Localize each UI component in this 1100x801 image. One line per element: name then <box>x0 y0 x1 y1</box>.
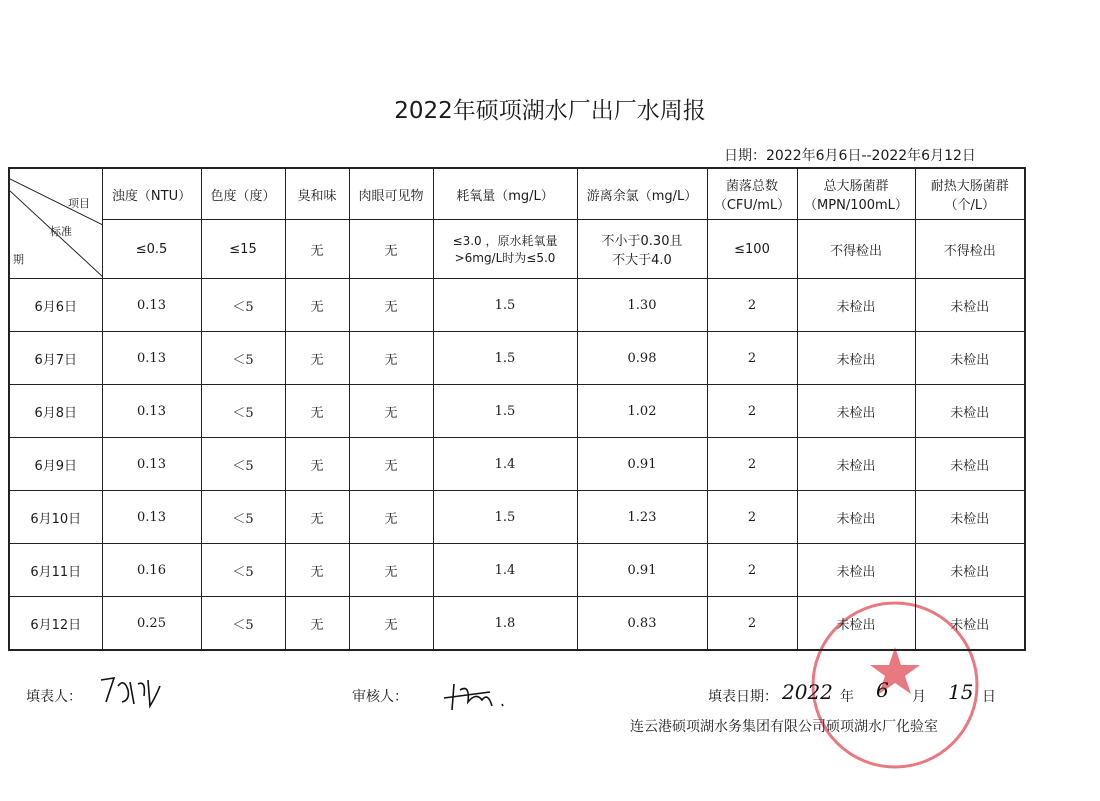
reviewer-signature <box>440 678 510 714</box>
fill-date-year: 2022 <box>782 680 833 704</box>
value-cell: 2 <box>707 332 797 385</box>
table-row <box>9 491 1025 544</box>
column-header: 菌落总数 （CFU/mL） <box>707 168 797 220</box>
organization-name: 连云港硕项湖水务集团有限公司硕项湖水厂化验室 <box>630 719 938 735</box>
filler-signature <box>96 672 166 712</box>
value-cell: 未检出 <box>797 332 915 385</box>
value-cell: 未检出 <box>797 438 915 491</box>
value-cell: 无 <box>349 597 433 651</box>
standard-cell: 无 <box>349 220 433 279</box>
value-cell: 未检出 <box>915 385 1025 438</box>
value-cell: 2 <box>707 279 797 332</box>
value-cell: 未检出 <box>797 385 915 438</box>
value-cell: 无 <box>285 597 349 651</box>
value-cell: 0.13 <box>102 385 201 438</box>
date-cell: 6月6日 <box>9 279 102 332</box>
date-cell: 6月9日 <box>9 438 102 491</box>
value-cell: 2 <box>707 438 797 491</box>
table-row <box>9 438 1025 491</box>
value-cell: 无 <box>349 332 433 385</box>
value-cell: ＜5 <box>201 597 285 651</box>
column-header: 耗氧量（mg/L） <box>433 168 577 220</box>
standard-cell: ≤0.5 <box>102 220 201 279</box>
value-cell: 未检出 <box>797 544 915 597</box>
corner-label-date: 期 <box>13 253 24 266</box>
date-cell: 6月10日 <box>9 491 102 544</box>
value-cell: 1.4 <box>433 544 577 597</box>
value-cell: 1.5 <box>433 385 577 438</box>
value-cell: 无 <box>285 332 349 385</box>
corner-label-standard: 标准 <box>50 225 72 238</box>
page-title: 2022年硕项湖水厂出厂水周报 <box>394 98 706 124</box>
value-cell: 未检出 <box>915 597 1025 651</box>
fill-date-day: 15 <box>948 680 974 704</box>
value-cell: 无 <box>349 279 433 332</box>
column-header: 总大肠菌群 （MPN/100mL） <box>797 168 915 220</box>
value-cell: 无 <box>285 544 349 597</box>
value-cell: ＜5 <box>201 544 285 597</box>
value-cell: 0.91 <box>577 544 707 597</box>
value-cell: 2 <box>707 491 797 544</box>
standard-cell: ≤15 <box>201 220 285 279</box>
standard-cell: ≤3.0 ，原水耗氧量 >6mg/L时为≤5.0 <box>433 220 577 279</box>
value-cell: 0.91 <box>577 438 707 491</box>
table-row <box>9 544 1025 597</box>
water-quality-table <box>8 167 1026 651</box>
column-header: 耐热大肠菌群 （个/L） <box>915 168 1025 220</box>
value-cell: 无 <box>349 385 433 438</box>
value-cell: 无 <box>349 438 433 491</box>
reviewer-label: 审核人： <box>352 689 408 705</box>
value-cell: 0.83 <box>577 597 707 651</box>
table-row <box>9 385 1025 438</box>
standard-cell: ≤100 <box>707 220 797 279</box>
column-header: 色度（度） <box>201 168 285 220</box>
column-header: 浊度（NTU） <box>102 168 201 220</box>
value-cell: ＜5 <box>201 279 285 332</box>
value-cell: 未检出 <box>797 597 915 651</box>
value-cell: 无 <box>285 279 349 332</box>
value-cell: 0.25 <box>102 597 201 651</box>
value-cell: 2 <box>707 597 797 651</box>
filler-label: 填表人： <box>26 689 82 705</box>
value-cell: 未检出 <box>797 279 915 332</box>
value-cell: 未检出 <box>915 544 1025 597</box>
value-cell: 0.13 <box>102 279 201 332</box>
fill-date-month: 6 <box>876 678 889 702</box>
fill-date-label: 填表日期： <box>708 689 778 705</box>
day-unit: 日 <box>982 689 996 705</box>
column-header: 游离余氯（mg/L） <box>577 168 707 220</box>
date-cell: 6月8日 <box>9 385 102 438</box>
date-cell: 6月12日 <box>9 597 102 651</box>
value-cell: 1.5 <box>433 332 577 385</box>
standard-cell: 不得检出 <box>915 220 1025 279</box>
date-range: 日期：2022年6月6日--2022年6月12日 <box>724 148 976 164</box>
standard-cell: 不小于0.30且 不大于4.0 <box>577 220 707 279</box>
table-row <box>9 332 1025 385</box>
value-cell: 未检出 <box>915 438 1025 491</box>
month-unit: 月 <box>912 689 926 705</box>
value-cell: ＜5 <box>201 438 285 491</box>
value-cell: 无 <box>349 544 433 597</box>
value-cell: 0.13 <box>102 438 201 491</box>
value-cell: 0.13 <box>102 332 201 385</box>
standard-cell: 不得检出 <box>797 220 915 279</box>
value-cell: 未检出 <box>915 279 1025 332</box>
value-cell: 无 <box>285 385 349 438</box>
value-cell: 无 <box>285 491 349 544</box>
corner-header-cell <box>9 168 102 279</box>
value-cell: ＜5 <box>201 332 285 385</box>
value-cell: 未检出 <box>915 332 1025 385</box>
value-cell: 1.5 <box>433 279 577 332</box>
standard-cell: 无 <box>285 220 349 279</box>
value-cell: 0.98 <box>577 332 707 385</box>
value-cell: 未检出 <box>797 491 915 544</box>
table-row <box>9 597 1025 651</box>
value-cell: 1.5 <box>433 491 577 544</box>
value-cell: 1.30 <box>577 279 707 332</box>
value-cell: 0.13 <box>102 491 201 544</box>
table-row <box>9 279 1025 332</box>
value-cell: 无 <box>349 491 433 544</box>
value-cell: 1.8 <box>433 597 577 651</box>
value-cell: 未检出 <box>915 491 1025 544</box>
value-cell: 无 <box>285 438 349 491</box>
date-cell: 6月7日 <box>9 332 102 385</box>
value-cell: 0.16 <box>102 544 201 597</box>
value-cell: 2 <box>707 544 797 597</box>
value-cell: 1.02 <box>577 385 707 438</box>
column-header: 肉眼可见物 <box>349 168 433 220</box>
year-unit: 年 <box>840 689 854 705</box>
value-cell: 1.23 <box>577 491 707 544</box>
date-cell: 6月11日 <box>9 544 102 597</box>
value-cell: ＜5 <box>201 491 285 544</box>
value-cell: 2 <box>707 385 797 438</box>
column-header: 臭和味 <box>285 168 349 220</box>
value-cell: 1.4 <box>433 438 577 491</box>
value-cell: ＜5 <box>201 385 285 438</box>
corner-label-item: 项目 <box>68 197 90 210</box>
